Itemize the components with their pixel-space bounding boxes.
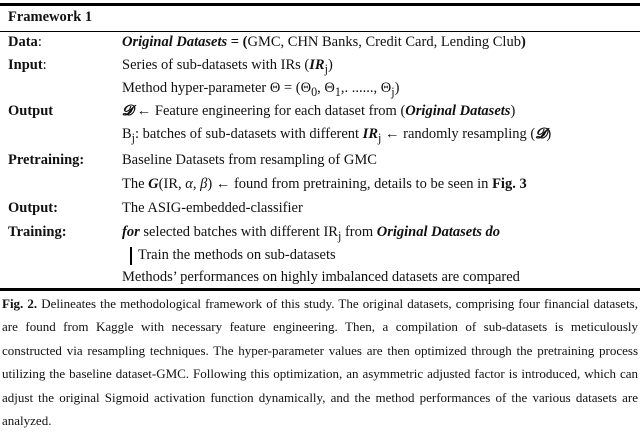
row-hyperparam: Method hyper-parameter $\Theta = (\Theta_0$, $\Theta_1$,. ......, $\Theta_j$) xyxy=(122,80,400,99)
row-training: Training: for selected batches with different $IR_j$ from Original Datasets do xyxy=(8,224,501,243)
row-g-function: The G(IR, α, β) ← found from pretraining, details to be seen in Fig. 3 xyxy=(122,176,527,192)
loop-bar xyxy=(130,247,132,265)
row-train-step: Train the methods on sub-datasets xyxy=(0,244,640,266)
figure-caption: Fig. 2. Delineates the methodological framework of this study. The original datasets, comprising four financial datasets, are found from Kaggle with necessary feature engineering. Then, a compilation of sub-datasets is meticulously constructed via resampling techniques. The hyper-parameter values are then optimized through the pretraining process utilizing the baseline dataset-GMC. Following this optimization, an asymmetric adjusted factor is introduced, which can adjust the original Sigmoid activation function dynamically, and the method performances of the various datasets are analyzed. xyxy=(2,296,638,429)
row-pretraining: Pretraining: Baseline Datasets from resampling of GMC xyxy=(8,152,377,168)
framework-title: Framework 1 xyxy=(8,9,93,25)
bottom-rule xyxy=(0,288,640,291)
row-input: Input: Series of sub-datasets with IRs $(IR_j)$ xyxy=(8,57,333,76)
row-compare: Methods’ performances on highly imbalanced datasets are compared xyxy=(122,269,520,285)
row-output-classifier: Output: The ASIG-embedded-classifier xyxy=(8,200,303,216)
row-batches: $B_j$: batches of sub-datasets with different $IR_j$ ← randomly resampling (𝓓) xyxy=(122,126,552,145)
top-rule xyxy=(0,3,640,6)
row-data: Data: Original Datasets = (GMC, CHN Banks, Credit Card, Lending Club) xyxy=(8,34,526,50)
row-output: Output 𝓓 ← Feature engineering for each dataset from (Original Datasets) xyxy=(8,103,516,119)
